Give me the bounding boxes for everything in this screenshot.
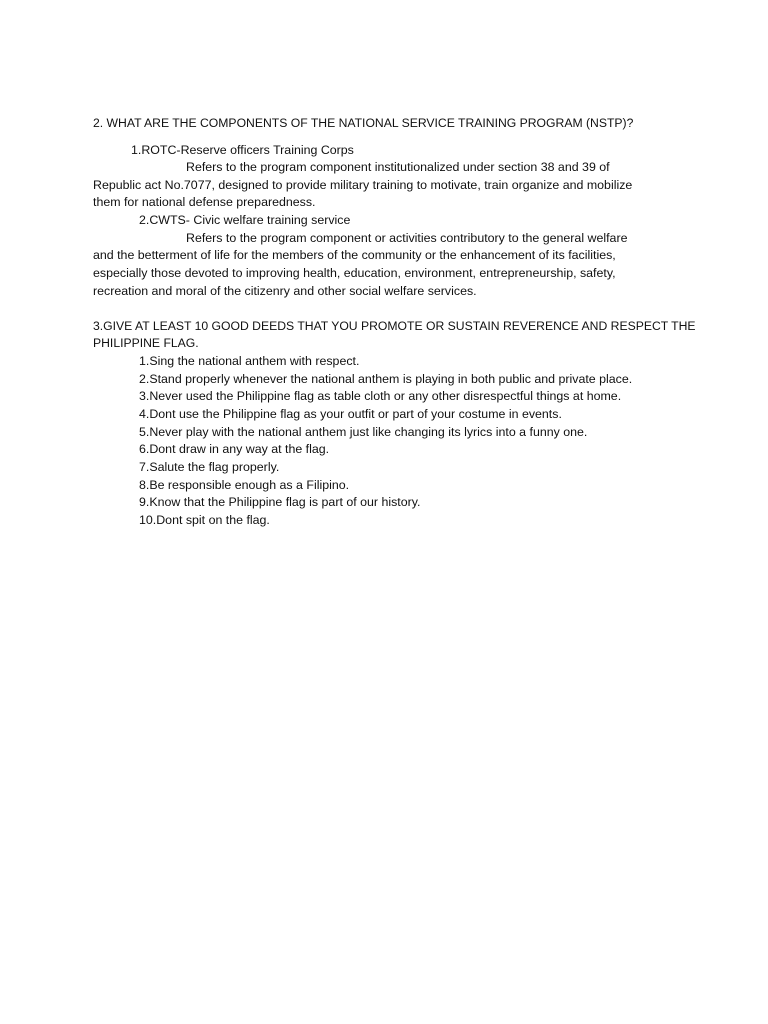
good-deed-item-7: 7.Salute the flag properly. (139, 460, 280, 474)
good-deed-item-9: 9.Know that the Philippine flag is part of our history. (139, 495, 421, 509)
cwts-desc-line-2: and the betterment of life for the members of the community or the enhancement of its facilities, (93, 248, 616, 262)
cwts-title: 2.CWTS- Civic welfare training service (139, 213, 351, 227)
good-deed-item-8: 8.Be responsible enough as a Filipino. (139, 478, 350, 492)
good-deed-item-1: 1.Sing the national anthem with respect. (139, 354, 360, 368)
good-deed-item-3: 3.Never used the Philippine flag as table cloth or any other disrespectful things at home. (139, 389, 622, 403)
cwts-desc-line-1: Refers to the program component or activities contributory to the general welfare (186, 231, 628, 245)
question-3-heading-line-2: PHILIPPINE FLAG. (93, 336, 199, 350)
good-deed-item-2: 2.Stand properly whenever the national anthem is playing in both public and private place. (139, 372, 633, 386)
cwts-desc-line-3: especially those devoted to improving health, education, environment, entrepreneurship, safety, (93, 266, 616, 280)
question-3-heading-line-1: 3.GIVE AT LEAST 10 GOOD DEEDS THAT YOU PROMOTE OR SUSTAIN REVERENCE AND RESPECT THE (93, 319, 696, 333)
rotc-desc-line-3: them for national defense preparedness. (93, 195, 316, 209)
good-deed-item-10: 10.Dont spit on the flag. (139, 513, 270, 527)
rotc-title: 1.ROTC-Reserve officers Training Corps (131, 143, 354, 157)
cwts-desc-line-4: recreation and moral of the citizenry and other social welfare services. (93, 284, 477, 298)
rotc-desc-line-1: Refers to the program component institutionalized under section 38 and 39 of (186, 160, 610, 174)
good-deed-item-6: 6.Dont draw in any way at the flag. (139, 442, 330, 456)
rotc-desc-line-2: Republic act No.7077, designed to provide military training to motivate, train organize and mobilize (93, 178, 633, 192)
good-deed-item-4: 4.Dont use the Philippine flag as your outfit or part of your costume in events. (139, 407, 562, 421)
question-2-heading: 2. WHAT ARE THE COMPONENTS OF THE NATIONAL SERVICE TRAINING PROGRAM (NSTP)? (93, 116, 634, 130)
good-deed-item-5: 5.Never play with the national anthem just like changing its lyrics into a funny one. (139, 425, 588, 439)
